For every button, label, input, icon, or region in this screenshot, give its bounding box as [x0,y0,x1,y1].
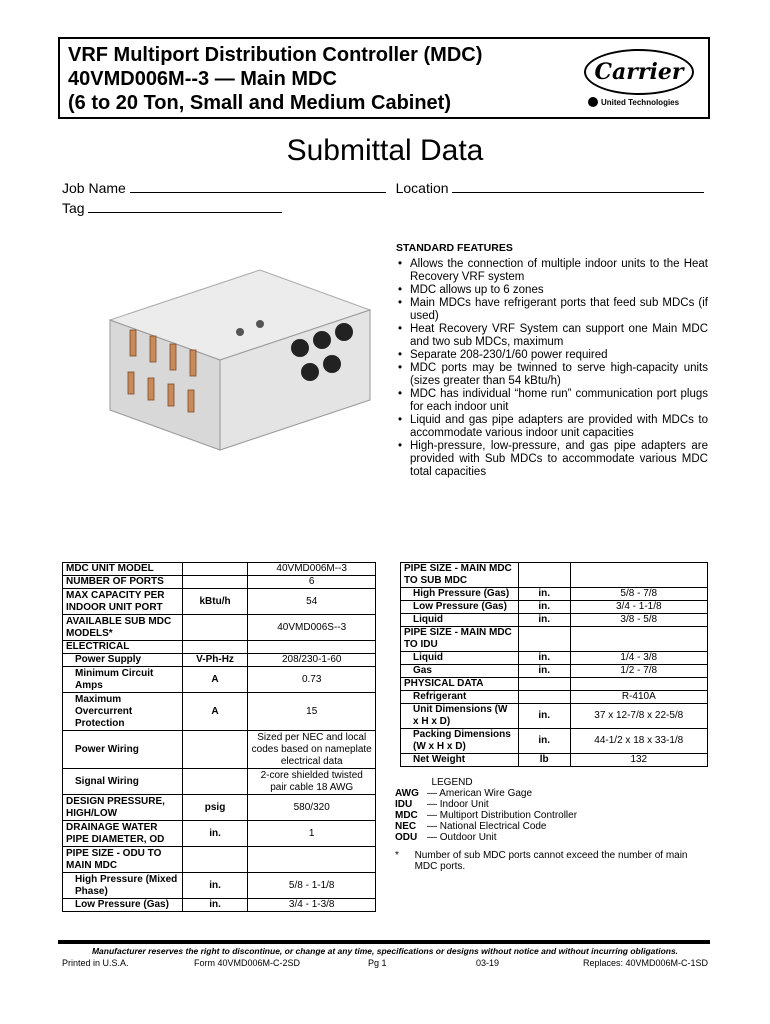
legend-item [395,788,577,799]
row-value: 1/2 - 7/8 [570,665,707,678]
legend-item [395,832,577,843]
row-value: 3/8 - 5/8 [570,614,707,627]
feature-item: • MDC allows up to 6 zones [396,284,708,297]
row-value: 0.73 [248,667,376,693]
job-name-field[interactable] [130,178,386,193]
row-label: Low Pressure (Gas) [63,899,183,912]
row-label: PIPE SIZE - MAIN MDC TO SUB MDC [401,563,519,588]
location-label: Location [395,180,449,196]
legend-item [395,821,577,832]
footnote [395,850,705,872]
table-row [401,754,708,767]
row-label: Low Pressure (Gas) [401,601,519,614]
legend-desc: — Multiport Distribution Controller [427,810,578,821]
feature-item: • Allows the connection of multiple indoor units to the Heat Recovery VRF system [396,258,708,284]
legend [395,777,577,843]
row-label: AVAILABLE SUB MDC MODELS* [63,615,183,641]
row-value: 40VMD006M--3 [248,563,376,576]
feature-item: • Liquid and gas pipe adapters are provided with MDCs to accommodate various indoor unit capacities [396,414,708,440]
document-title-block [68,43,482,115]
job-name-label: Job Name [62,180,126,196]
feature-item: • Separate 208-230/1/60 power required [396,349,708,362]
table-row [401,563,708,588]
table-row [63,615,376,641]
row-unit: in. [518,665,570,678]
row-label: DESIGN PRESSURE, HIGH/LOW [63,795,183,821]
tag-field[interactable] [88,198,282,213]
table-row [63,641,376,654]
row-label: Net Weight [401,754,519,767]
features-heading: STANDARD FEATURES [396,242,513,254]
row-unit: lb [518,754,570,767]
row-unit: in. [182,821,248,847]
row-value: 54 [248,589,376,615]
row-label: MAX CAPACITY PER INDOOR UNIT PORT [63,589,183,615]
product-image [100,260,380,460]
replaces: Replaces: 40VMD006M-C-1SD [582,958,708,968]
feature-item: • MDC ports may be twinned to serve high-capacity units (sizes greater than 54 kBtu/h) [396,362,708,388]
row-value: 40VMD006S--3 [248,615,376,641]
table-row [63,654,376,667]
legend-abbr: NEC [395,821,417,832]
location-field[interactable] [452,178,704,193]
row-value: 15 [248,693,376,731]
table-row [401,652,708,665]
tag-label: Tag [62,200,85,216]
carrier-logo-text: Carrier [594,59,684,85]
row-value: 5/8 - 7/8 [570,588,707,601]
row-value: 1/4 - 3/8 [570,652,707,665]
table-row [401,729,708,754]
legend-desc: — American Wire Gage [427,788,533,799]
table-row [401,678,708,691]
row-unit: A [182,693,248,731]
table-row [401,704,708,729]
row-label: MDC UNIT MODEL [63,563,183,576]
feature-item: • High-pressure, low-pressure, and gas pipe adapters are provided with Sub MDCs to accommodate various MDC total capacities [396,440,708,479]
row-label: Liquid [401,652,519,665]
row-value: 5/8 - 1-1/8 [248,873,376,899]
title-line-2: 40VMD006M--3 — Main MDC [68,68,337,90]
table-row [63,589,376,615]
row-unit: V-Ph-Hz [182,654,248,667]
legend-desc: — Outdoor Unit [427,832,497,843]
table-row [63,563,376,576]
row-unit: in. [518,704,570,729]
utc-logo [588,97,679,107]
row-label: PIPE SIZE - ODU TO MAIN MDC [63,847,183,873]
utc-globe-icon [588,97,598,107]
table-row [63,795,376,821]
table-row [63,821,376,847]
row-unit: in. [518,652,570,665]
row-label: NUMBER OF PORTS [63,576,183,589]
row-value: 44-1/2 x 18 x 33-1/8 [570,729,707,754]
table-row [401,665,708,678]
legend-abbr: AWG [395,788,419,799]
legend-item [395,810,577,821]
row-label: Refrigerant [401,691,519,704]
feature-item: • Main MDCs have refrigerant ports that feed sub MDCs (if used) [396,297,708,323]
legend-desc: — Indoor Unit [427,799,489,810]
form-number: Form 40VMD006M-C-2SD [194,958,301,968]
footnote-text: Number of sub MDC ports cannot exceed the number of main MDC ports. [414,850,688,872]
footer-rule [58,940,710,944]
row-value: 2-core shielded twisted pair cable 18 AWG [248,769,376,795]
legend-abbr: IDU [395,799,413,810]
row-label: High Pressure (Mixed Phase) [63,873,183,899]
legend-title: LEGEND [431,777,473,788]
header-box [58,37,710,119]
date-code: 03-19 [476,958,500,968]
table-row [63,899,376,912]
table-row [63,731,376,769]
row-unit: A [182,667,248,693]
legend-item [395,799,577,810]
table-row [63,667,376,693]
row-value: 6 [248,576,376,589]
row-label: Maximum Overcurrent Protection [63,693,183,731]
standard-features [396,242,708,479]
row-unit: in. [518,601,570,614]
row-value: 37 x 12-7/8 x 22-5/8 [570,704,707,729]
row-label: PIPE SIZE - MAIN MDC TO IDU [401,627,519,652]
row-label: Gas [401,665,519,678]
feature-item: • MDC has individual “home run” communication port plugs for each indoor unit [396,388,708,414]
table-row [63,769,376,795]
row-value: R-410A [570,691,707,704]
row-value: 3/4 - 1-3/8 [248,899,376,912]
features-list [396,258,708,479]
row-label: Power Wiring [63,731,183,769]
row-label: Minimum Circuit Amps [63,667,183,693]
row-label: High Pressure (Gas) [401,588,519,601]
left-spec-table [62,562,376,912]
row-label: DRAINAGE WATER PIPE DIAMETER, OD [63,821,183,847]
table-row [63,576,376,589]
title-line-1: VRF Multiport Distribution Controller (MDC) [68,44,483,66]
table-row [401,588,708,601]
footnote-marker: * [395,850,399,861]
table-row [63,847,376,873]
row-unit: in. [182,899,248,912]
row-label: Signal Wiring [63,769,183,795]
legend-abbr: MDC [395,810,418,821]
row-label: Liquid [401,614,519,627]
disclaimer: Manufacturer reserves the right to discontinue, or change at any time, specifications or designs without notice and without incurring obligations. [91,946,679,956]
row-unit: kBtu/h [182,589,248,615]
row-label: Power Supply [63,654,183,667]
table-row [401,614,708,627]
table-row [63,693,376,731]
legend-desc: — National Electrical Code [427,821,547,832]
job-fields [62,178,704,218]
feature-item: • Heat Recovery VRF System can support one Main MDC and two sub MDCs, maximum [396,323,708,349]
carrier-logo [584,49,694,95]
row-label: PHYSICAL DATA [401,678,519,691]
row-value: 132 [570,754,707,767]
table-row [401,601,708,614]
page-title: Submittal Data [286,134,484,167]
row-unit: psig [182,795,248,821]
printed-in: Printed in U.S.A. [62,958,129,968]
table-row [401,691,708,704]
right-spec-table [400,562,708,767]
table-row [401,627,708,652]
page-number: Pg 1 [368,958,387,968]
row-unit: in. [518,588,570,601]
row-value: 3/4 - 1-1/8 [570,601,707,614]
row-unit: in. [518,614,570,627]
utc-logo-text: United Technologies [601,97,680,107]
table-row [63,873,376,899]
row-value: Sized per NEC and local codes based on nameplate electrical data [248,731,376,769]
row-label: Packing Dimensions (W x H x D) [401,729,519,754]
row-label: Unit Dimensions (W x H x D) [401,704,519,729]
row-unit: in. [182,873,248,899]
row-value: 580/320 [248,795,376,821]
row-label: ELECTRICAL [63,641,183,654]
row-value: 1 [248,821,376,847]
row-unit: in. [518,729,570,754]
legend-abbr: ODU [395,832,418,843]
title-line-3: (6 to 20 Ton, Small and Medium Cabinet) [68,92,451,114]
row-value: 208/230-1-60 [248,654,376,667]
